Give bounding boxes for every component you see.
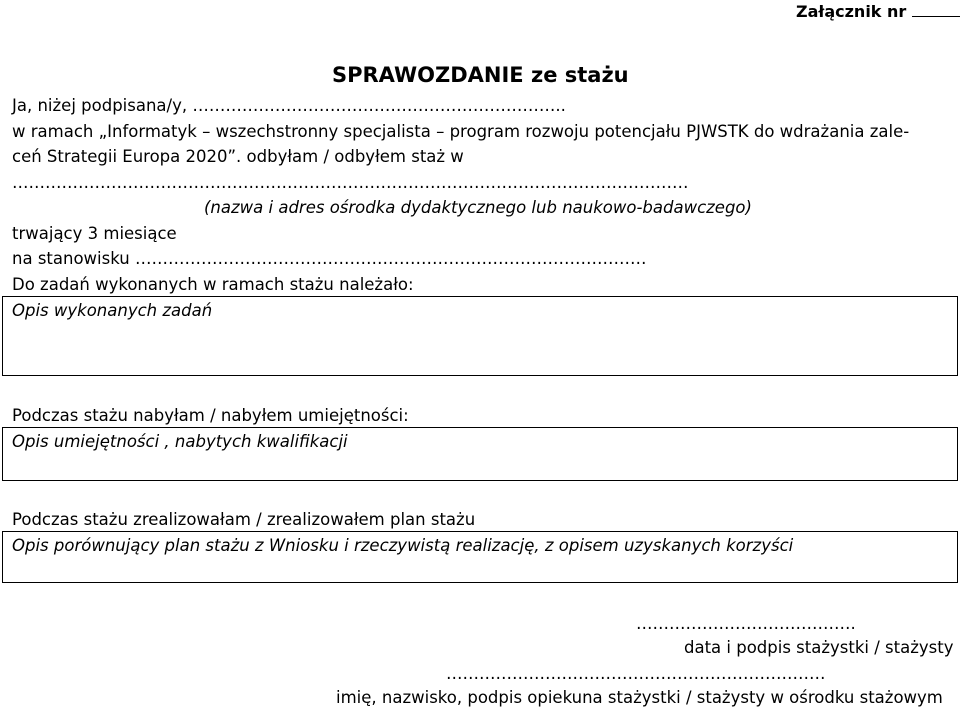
- section-plan-heading: Podczas stażu zrealizowałam / zrealizowałem plan stażu: [12, 510, 476, 529]
- section-plan-label: Opis porównujący plan stażu z Wniosku i rzeczywistą realizację, z opisem uzyskanych korzyści: [12, 536, 794, 555]
- section-tasks-label: Opis wykonanych zadań: [12, 301, 213, 320]
- section-skills-heading: Podczas stażu nabyłam / nabyłem umiejętności:: [12, 406, 409, 425]
- supervisor-signature-caption: imię, nazwisko, podpis opiekuna stażystki / stażysty w ośrodku stażowym: [336, 688, 943, 707]
- attachment-label-text: Załącznik nr: [796, 2, 907, 21]
- duration-line: trwający 3 miesiące: [12, 224, 177, 243]
- position-line: na stanowisku …………………………………………………………………………………: [12, 249, 647, 268]
- institution-hint: (nazwa i adres ośrodka dydaktycznego lub naukowo-badawczego): [204, 198, 752, 217]
- section-skills-label: Opis umiejętności , nabytych kwalifikacji: [12, 432, 348, 451]
- intern-signature-caption: data i podpis stażystki / stażysty: [684, 638, 954, 657]
- intro-line-3: ceń Strategii Europa 2020”. odbyłam / odbyłem staż w: [12, 147, 464, 166]
- section-tasks-heading: Do zadań wykonanych w ramach stażu należało:: [12, 275, 414, 294]
- intro-line-1: Ja, niżej podpisana/y, …………………………………………………………..: [12, 96, 566, 115]
- supervisor-signature-dots: ……………………………………………………………: [446, 664, 826, 683]
- document-title: SPRAWOZDANIE ze stażu: [332, 63, 629, 87]
- attachment-number-blank: [912, 2, 960, 17]
- attachment-label: [796, 2, 960, 22]
- intern-signature-dots: ………………………………….: [636, 614, 856, 633]
- intro-line-2: w ramach „Informatyk – wszechstronny specjalista – program rozwoju potencjału PJWSTK do wdrażania zale-: [12, 122, 910, 141]
- institution-dotted-line: ……………………………………………………………………………………………………………: [12, 173, 689, 192]
